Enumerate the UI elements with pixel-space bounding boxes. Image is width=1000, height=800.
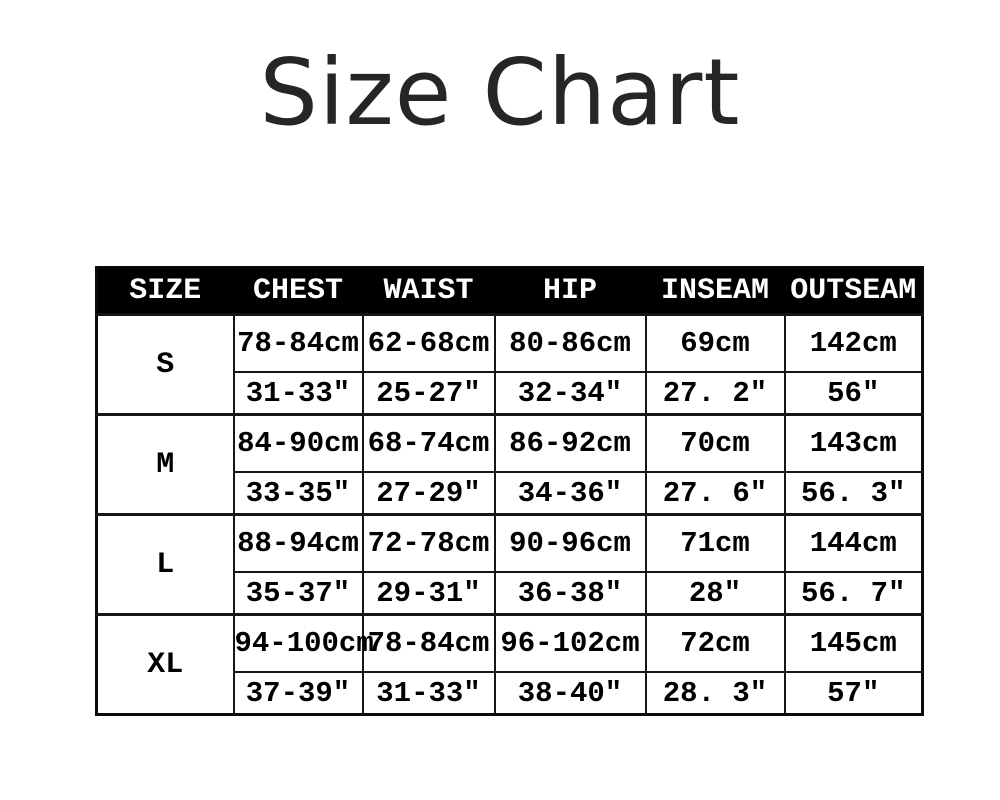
cell-m-inseam-inch: 27. 6″ [646,472,785,515]
cell-xl-outseam-inch: 57″ [785,672,923,715]
cell-m-waist-inch: 27-29″ [363,472,495,515]
cell-m-outseam-inch: 56. 3″ [785,472,923,515]
cell-s-chest-cm: 78-84cm [234,315,363,373]
size-label-s: S [97,315,234,415]
cell-s-inseam-inch: 27. 2″ [646,372,785,415]
cell-s-chest-inch: 31-33″ [234,372,363,415]
cell-m-hip-cm: 86-92cm [495,415,646,473]
cell-xl-hip-inch: 38-40″ [495,672,646,715]
cell-s-waist-inch: 25-27″ [363,372,495,415]
row-s-cm [97,315,923,373]
size-label-xl: XL [97,615,234,715]
cell-xl-waist-inch: 31-33″ [363,672,495,715]
cell-m-chest-inch: 33-35″ [234,472,363,515]
cell-s-hip-inch: 32-34″ [495,372,646,415]
row-xl-cm [97,615,923,673]
cell-l-waist-inch: 29-31″ [363,572,495,615]
cell-m-hip-inch: 34-36″ [495,472,646,515]
size-label-l: L [97,515,234,615]
cell-m-waist-cm: 68-74cm [363,415,495,473]
cell-xl-hip-cm: 96-102cm [495,615,646,673]
column-header-size: SIZE [97,268,234,315]
cell-l-chest-cm: 88-94cm [234,515,363,573]
cell-l-inseam-cm: 71cm [646,515,785,573]
cell-l-hip-inch: 36-38″ [495,572,646,615]
size-chart-table [95,266,924,716]
cell-l-outseam-cm: 144cm [785,515,923,573]
cell-s-outseam-cm: 142cm [785,315,923,373]
row-m-cm [97,415,923,473]
column-header-outseam: OUTSEAM [785,268,923,315]
table-header-row [97,268,923,315]
cell-xl-inseam-cm: 72cm [646,615,785,673]
column-header-waist: WAIST [363,268,495,315]
cell-xl-waist-cm: 78-84cm [363,615,495,673]
cell-s-inseam-cm: 69cm [646,315,785,373]
cell-xl-chest-cm: 94-100cm [234,615,363,673]
cell-s-waist-cm: 62-68cm [363,315,495,373]
column-header-chest: CHEST [234,268,363,315]
row-l-cm [97,515,923,573]
cell-m-outseam-cm: 143cm [785,415,923,473]
cell-l-hip-cm: 90-96cm [495,515,646,573]
cell-s-hip-cm: 80-86cm [495,315,646,373]
cell-l-chest-inch: 35-37″ [234,572,363,615]
cell-xl-chest-inch: 37-39″ [234,672,363,715]
column-header-inseam: INSEAM [646,268,785,315]
cell-m-chest-cm: 84-90cm [234,415,363,473]
cell-l-waist-cm: 72-78cm [363,515,495,573]
cell-m-inseam-cm: 70cm [646,415,785,473]
cell-xl-inseam-inch: 28. 3″ [646,672,785,715]
cell-xl-outseam-cm: 145cm [785,615,923,673]
column-header-hip: HIP [495,268,646,315]
size-label-m: M [97,415,234,515]
cell-l-outseam-inch: 56. 7″ [785,572,923,615]
cell-s-outseam-inch: 56″ [785,372,923,415]
cell-l-inseam-inch: 28″ [646,572,785,615]
page-title: Size Chart [259,39,741,146]
